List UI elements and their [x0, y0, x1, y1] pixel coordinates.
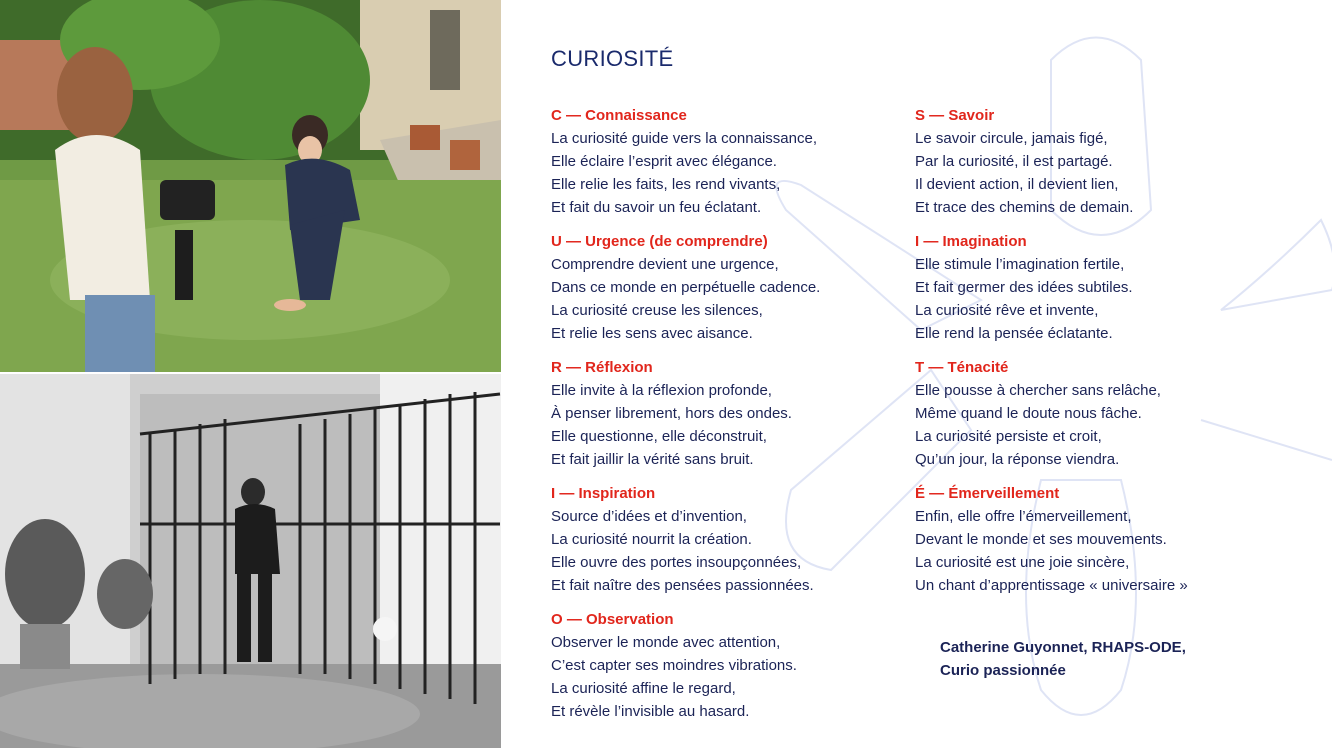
stanza-line: Dans ce monde en perpétuelle cadence. [551, 279, 821, 296]
stanza-inspiration [551, 482, 901, 597]
stanza-line: Observer le monde avec attention, [551, 634, 781, 651]
stanza-line: Et révèle l’invisible au hasard. [551, 703, 750, 720]
stanza-emerveillement [915, 482, 1315, 597]
stanza-heading: É — Émerveillement [915, 485, 1060, 502]
stanza-heading: C — Connaissance [551, 107, 687, 124]
stanza-connaissance [551, 104, 901, 219]
stanza-line: Elle questionne, elle déconstruit, [551, 428, 767, 445]
stanza-urgence [551, 230, 901, 345]
stanza-line: Et relie les sens avec aisance. [551, 325, 753, 342]
stanza-line: Source d’idées et d’invention, [551, 508, 747, 525]
stanza-line: Il devient action, il devient lien, [915, 176, 1119, 193]
stanza-line: Et fait germer des idées subtiles. [915, 279, 1133, 296]
stanza-line: Elle rend la pensée éclatante. [915, 325, 1113, 342]
stanza-tenacite [915, 356, 1315, 471]
signature-line-title: Curio passionnée [940, 662, 1066, 679]
stanza-line: Le savoir circule, jamais figé, [915, 130, 1108, 147]
signature-line-name: Catherine Guyonnet, RHAPS-ODE, [940, 639, 1186, 656]
gate-photo-illustration [0, 374, 501, 748]
stanza-line: La curiosité persiste et croit, [915, 428, 1102, 445]
stanza-observation [551, 608, 901, 723]
stanza-line: Elle invite à la réflexion profonde, [551, 382, 772, 399]
stanza-heading: T — Ténacité [915, 359, 1009, 376]
stanza-heading: U — Urgence (de comprendre) [551, 233, 768, 250]
stanza-line: Elle ouvre des portes insoupçonnées, [551, 554, 802, 571]
poem-left-column [551, 104, 901, 734]
stanza-line: La curiosité affine le regard, [551, 680, 736, 697]
stanza-line: Elle stimule l’imagination fertile, [915, 256, 1125, 273]
poem-right-column [915, 104, 1315, 608]
stanza-line: Devant le monde et ses mouvements. [915, 531, 1167, 548]
stanza-heading: O — Observation [551, 611, 674, 628]
stanza-savoir [915, 104, 1315, 219]
stanza-line: Elle pousse à chercher sans relâche, [915, 382, 1161, 399]
stanza-line: Même quand le doute nous fâche. [915, 405, 1142, 422]
stanza-line: La curiosité est une joie sincère, [915, 554, 1130, 571]
stanza-heading: R — Réflexion [551, 359, 653, 376]
stanza-line: Et trace des chemins de demain. [915, 199, 1134, 216]
poem-title: CURIOSITÉ [551, 46, 674, 71]
stanza-line: Enfin, elle offre l’émerveillement, [915, 508, 1132, 525]
author-signature [940, 636, 1186, 682]
garden-photo-illustration [0, 0, 501, 372]
stanza-line: Et fait du savoir un feu éclatant. [551, 199, 762, 216]
stanza-line: Elle relie les faits, les rend vivants, [551, 176, 781, 193]
stanza-line: C’est capter ses moindres vibrations. [551, 657, 797, 674]
stanza-line: À penser librement, hors des ondes. [551, 405, 792, 422]
stanza-line: Comprendre devient une urgence, [551, 256, 779, 273]
photo-column [0, 0, 501, 748]
stanza-line: Qu’un jour, la réponse viendra. [915, 451, 1120, 468]
stanza-line: La curiosité creuse les silences, [551, 302, 763, 319]
stanza-line: La curiosité nourrit la création. [551, 531, 752, 548]
stanza-line: Et fait jaillir la vérité sans bruit. [551, 451, 754, 468]
stanza-line: Elle éclaire l’esprit avec élégance. [551, 153, 777, 170]
stanza-line: Un chant d’apprentissage « universaire » [915, 577, 1188, 594]
stanza-line: Et fait naître des pensées passionnées. [551, 577, 814, 594]
garden-photo [0, 0, 501, 372]
stanza-line: Par la curiosité, il est partagé. [915, 153, 1113, 170]
stanza-heading: I — Imagination [915, 233, 1027, 250]
stanza-imagination [915, 230, 1315, 345]
stanza-line: La curiosité rêve et invente, [915, 302, 1099, 319]
stanza-line: La curiosité guide vers la connaissance, [551, 130, 817, 147]
stanza-heading: S — Savoir [915, 107, 995, 124]
stanza-heading: I — Inspiration [551, 485, 656, 502]
gate-photo [0, 374, 501, 748]
stanza-reflexion [551, 356, 901, 471]
